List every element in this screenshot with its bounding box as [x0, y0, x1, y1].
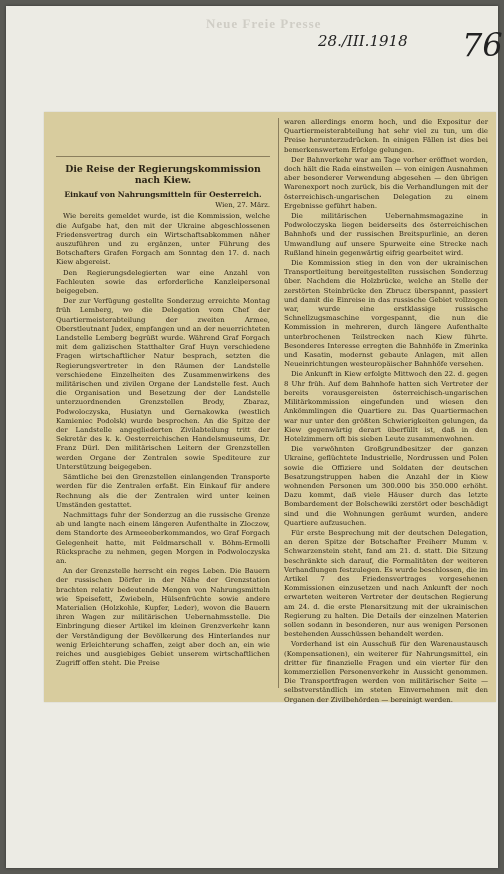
- paragraph: Die militärischen Uebernahmsmagazine in Podwoloczyska liegen beiderseits des österreichischen Bahnhofs und der russischen Breitspurlinie, an deren Umwandlung auf unsere Spurweite eine Strecke nach Rußland hinein gegenwärtig eifrig gearbeitet wird.: [284, 212, 488, 257]
- article-headline: Die Reise der Regierungskommission nach Kiew.: [65, 164, 261, 186]
- paragraph: waren allerdings enorm hoch, und die Expositur der Quartiermeisterabteilung hat sehr viel zu tun, um die Preise herunterzudrücken. In einigen Fällen ist dies bei bemerkenswertem Erfolge gelungen.: [284, 118, 488, 154]
- paragraph: Der zur Verfügung gestellte Sonderzug erreichte Montag früh Lemberg, wo die Delegation vom Chef der Quartiermeisterabteilung der zweiten Armee, Oberstleutnant Judex, empfangen und an der neuerrichteten Landstelle Lemberg begrüßt wurde. Während Graf Forgach mit dem galizischen Statthalter Graf Huyn verschiedene Fragen wirtschaftlicher Natur besprach, setzten die Regierungsvertreter in den Räumen der Landstelle verschiedene Einzelheiten des Zusammenwirkens des militärischen und zivilen Organe der Landstelle fest. Auch die Organisation und Besetzung der der Landstelle unterzuordnenden Grenzstellen Brody, Zbaraz, Podwoloczyska, Husiatyn und Gernakowka (westlich Kamieniec Podolsk) wurde besprochen. An die Spitze der der Landstelle angegliederten Zivilabteilung tritt der Sekretär des k. k. Oesterreichischen Handelsmuseums, Dr. Franz Dürl. Den militärischen Leitern der Grenzstellen werden Organe der Zentralen sowie Spediteure zur Unterstützung beigegeben.: [56, 297, 270, 471]
- article-column-right: [284, 118, 488, 704]
- article-subhead: Einkauf von Nahrungsmitteln für Oesterreich.: [64, 190, 262, 199]
- paragraph: Vorderhand ist ein Ausschuß für den Warenaustausch (Kompensationen), ein weiterer für Nahrungsmittel, ein dritter für finanzielle Fragen und ein vierter für den kommerziellen Personenverkehr in Aussicht genommen. Die Transportfragen werden von militärischer Seite — selbstverständlich im steten Einvernehmen mit den Organen der Zivilbehörden — bereinigt werden.: [284, 640, 488, 704]
- paragraph: Den Regierungsdelegierten war eine Anzahl von Fachleuten sowie das erforderliche Kanzleipersonal beigegeben.: [56, 268, 270, 296]
- handwritten-date: 28./III.1918: [318, 32, 408, 50]
- paragraph: Die Ankunft in Kiew erfolgte Mittwoch den 22. d. gegen 8 Uhr früh. Auf dem Bahnhofe hatten sich Vertreter der bereits vorausgereisten österreichisch-ungarischen Militärkommission eingefunden und wiesen den Ankömmlingen die Quartiere zu. Das Quartiermachen war nur unter den größten Schwierigkeiten gelungen, da Kiew gegenwärtig derart überfüllt ist, daß in den Hotelzimmern oft bis sieben Leute zusammenwohnen.: [284, 370, 488, 443]
- newspaper-stamp: Neue Freie Presse: [206, 16, 322, 31]
- paragraph: An der Grenzstelle herrscht ein reges Leben. Die Bauern der russischen Dörfer in der Nähe der Grenzstation brachten relativ bedeutende Mengen von Nahrungsmitteln wie Speisefett, Zwiebeln, Hülsenfrüchte sowie andere Materialien (Holzkohle, Kupfer, Leder), wovon die Bauern ihren Wagen zur militärischen Uebernahmsstelle. Die Einbringung dieser Artikel im kleinen Grenzverkehr kann der Verständigung der Bevölkerung des Hinterlandes nur wenig Erleichterung schaffen, zeigt aber doch an, ein wie reiches und ausgiebiges Gebiet unserem wirtschaftlichen Zugriff offen steht. Die Preise: [56, 567, 270, 668]
- paragraph: Für erste Besprechung mit der deutschen Delegation, an deren Spitze der Botschafter Freiherr Mumm v. Schwarzenstein steht, fand am 21. d. statt. Die Sitzung beschränkte sich darauf, die Formalitäten der weiteren Verhandlungen festzulegen. Es wurde beschlossen, die im Artikel 7 des Friedensvertrages vorgesehenen Kommissionen einzusetzen und nach Ankunft der noch erwarteten weiteren Vertreter der deutschen Regierung am 24. d. die erste Plenarsitzung mit der ukrainischen Regierung zu halten. Die Details der einzelnen Materien sollen sodann in besonderen, nur aus wenigen Personen bestehenden Ausschüssen behandelt werden.: [284, 528, 488, 639]
- top-rule: [56, 156, 270, 157]
- column-divider: [278, 118, 279, 688]
- article-dateline: Wien, 27. März.: [215, 201, 270, 210]
- paragraph: Der Bahnverkehr war am Tage vorher eröffnet worden, doch hält die Rada einstweilen — von einigen Ausnahmen aber besonderer Verwendung abgesehen — den übrigen Warenexport noch zurück, bis die Verhandlungen mit der österreichisch-ungarischen Delegation zu einem Ergebnisse geführt haben.: [284, 155, 488, 210]
- paragraph: Wie bereits gemeldet wurde, ist die Kommission, welche die Aufgabe hat, den mit der Ukraine abgeschlossenen Friedensvertrag durch ein Wirtschaftsabkommen näher auszuführen und zu ergänzen, unter Führung des Botschafters Grafen Forgach am Sonntag den 17. d. nach Kiew abgereist.: [56, 212, 270, 267]
- article-column-left: [56, 164, 270, 684]
- paragraph: Nachmittags fuhr der Sonderzug an die russische Grenze ab und langte nach einem längeren Aufenthalte in Zloczow, dem Standorte des Armeeoberkommandos, wo Graf Forgach Gelegenheit hatte, mit Feldmarschall v. Böhm-Ermolli Rücksprache zu nehmen, gegen Morgen in Podwoloczyska an.: [56, 510, 270, 565]
- paragraph: Die Kommission stieg in den von der ukrainischen Transportleitung bereitgestellten russischen Sonderzug über. Nachdem die Holzbrücke, welche an Stelle der zerstörten Steinbrücke den Zbrucz überspannt, passiert und damit die Einreise in das russische Gebiet vollzogen war, wurde eine erstklassige russische Schnellzugsmaschine vorgespannt, die nun die Kommission in mehreren, durch längere Aufenthalte unterbrochenen Teilstrecken nach Kiew führte. Besonderes Interesse erregten die Bahnhöfe in Zmerinka und Kasatin, modernst gebaute Anlagen, mit allen Neueinrichtungen westeuropäischer Bahnhöfe versehen.: [284, 259, 488, 369]
- handwritten-number: 76: [462, 26, 503, 64]
- paragraph: Die verwöhnten Großgrundbesitzer der ganzen Ukraine, geflüchtete Industrielle, Nordrussen und Polen sowie die Offiziere und Soldaten der deutschen Besatzungstruppen haben die Anzahl der in Kiew wohnenden Personen um 300.000 bis 350.000 erhöht. Dazu kommt, daß viele Häuser durch das letzte Bombardement der Bolschewiki zerstört oder beschädigt sind und die Wohnungen geräumt wurden, andere Quartiere aufzusuchen.: [284, 445, 488, 527]
- archive-card: [6, 6, 503, 868]
- paragraph: Sämtliche bei den Grenzstellen einlangenden Transporte werden für die Zentralen erfaßt. Ein Einkauf für andere Rechnung als die der Zentralen wird unter keinen Umständen gestattet.: [56, 473, 270, 509]
- newspaper-clipping: [44, 112, 496, 702]
